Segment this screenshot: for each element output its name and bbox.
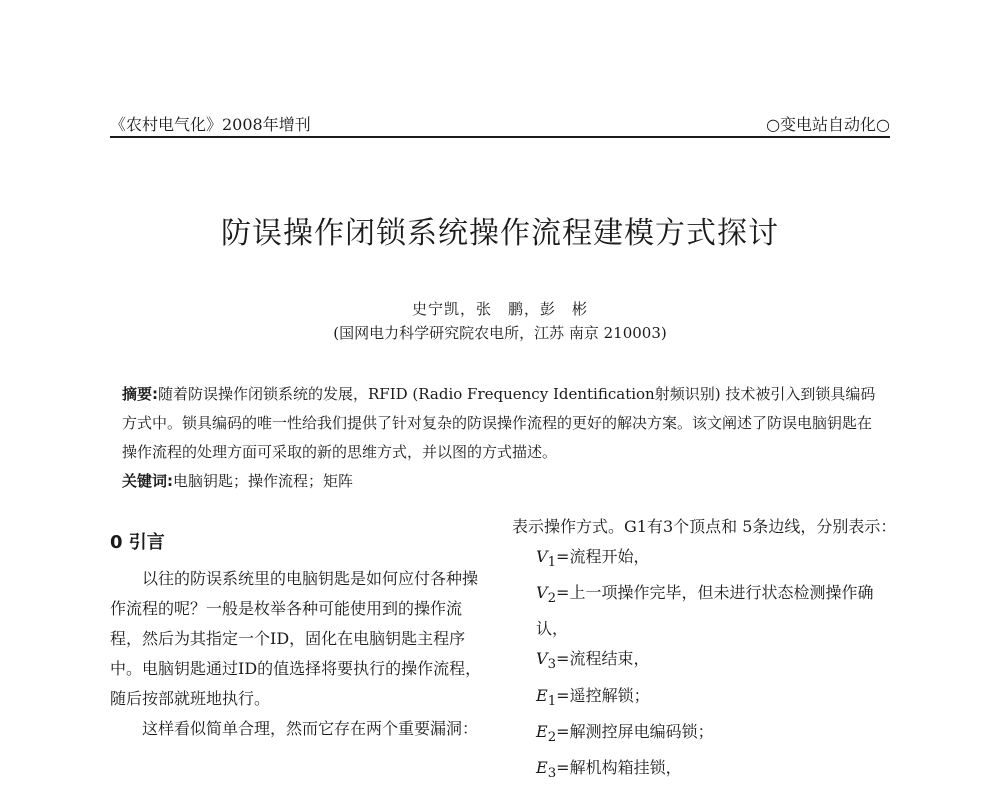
section-header: ○变电站自动化○ [766, 115, 890, 134]
keywords [122, 470, 882, 491]
header-rule [110, 136, 890, 138]
journal-header: 《农村电气化》2008年增刊 [110, 115, 311, 134]
right-column [512, 512, 902, 789]
definition-item: $E_3=$解机构箱挂锁， [536, 757, 682, 782]
authors: 史宁凯，张 鹏，彭 彬 [411, 300, 588, 318]
paper-title: 防误操作闭锁系统操作流程建模方式探讨 [221, 216, 779, 251]
definition-item: $V_2=$上一项操作完毕，但未进行状态检测操作确认， [536, 583, 874, 639]
section-heading: 0 引言 [110, 532, 165, 553]
paragraph: 以往的防误系统里的电脑钥匙是如何应付各种操作流程的呢？一般是枚举各种可能使用到的操作流程，然后为其指定一个ID，固化在电脑钥匙主程序中。电脑钥匙通过ID的值选择将要执行的操作流程，随后按部就班地执行。 [110, 569, 482, 708]
keywords-text: 电脑钥匙；操作流程；矩阵 [173, 472, 354, 490]
abstract-text: 随着防误操作闭锁系统的发展，RFID (Radio Frequency Identification射频识别) 技术被引入到锁具编码方式中。锁具编码的唯一性给我们提供了针对复杂的防误操作流程的更好的解决方案。该文阐述了防误电脑钥匙在操作流程的处理方面可采取的新的思维方式，并以图的方式描述。 [122, 385, 876, 461]
abstract-label: 摘要: [122, 385, 158, 403]
definition-item: $E_1=$遥控解锁； [536, 685, 650, 709]
keywords-label: 关键词: [122, 472, 173, 490]
definition-item: $E_2=$解测控屏电编码锁； [536, 721, 714, 745]
paragraph: 表示操作方式。G1有3个顶点和 5条边线，分别表示： [512, 517, 897, 536]
paragraph: 这样看似简单合理，然而它存在两个重要漏洞： [142, 719, 479, 738]
abstract [122, 380, 882, 467]
definition-item: $V_3=$流程结束， [536, 649, 650, 673]
definition-item: $V_1=$流程开始， [536, 547, 650, 571]
affiliation: (国网电力科学研究院农电所，江苏 南京 210003) [333, 324, 667, 342]
left-column [110, 528, 490, 744]
